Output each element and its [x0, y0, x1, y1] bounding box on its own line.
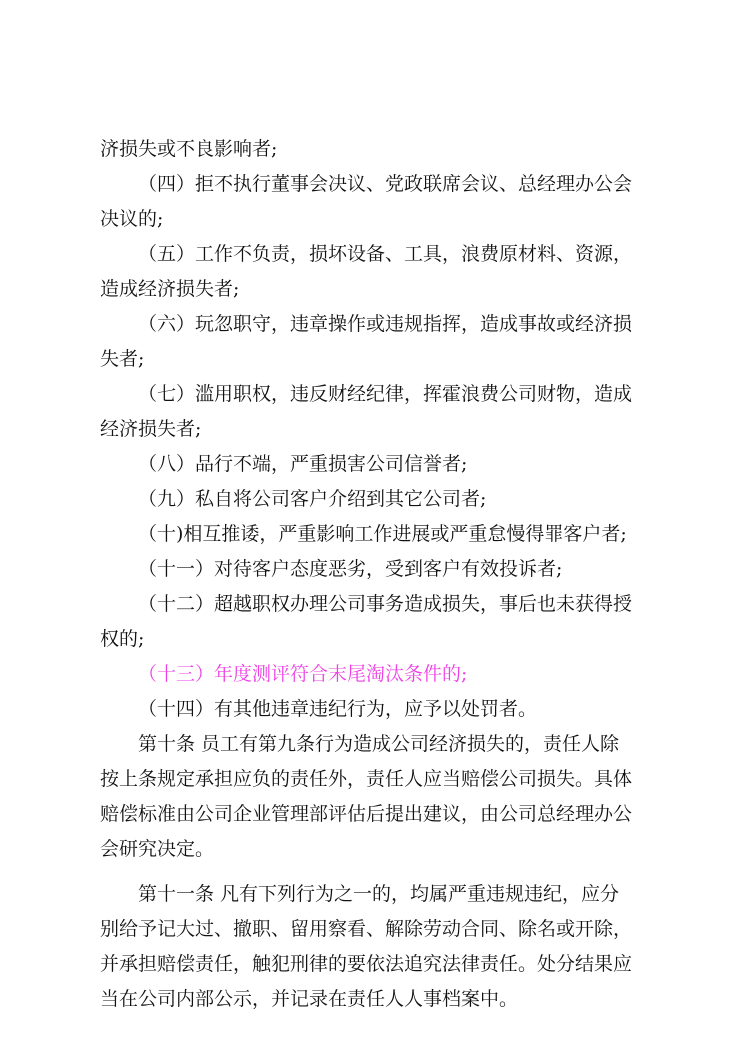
text-line: 别给予记大过、撤职、留用察看、解除劳动合同、除名或开除，: [100, 918, 633, 940]
text-line: （七）滥用职权，违反财经纪律，挥霍浪费公司财物，造成: [138, 383, 633, 405]
text-line: 权的;: [100, 628, 145, 650]
text-line: （九）私自将公司客户介绍到其它公司者;: [138, 488, 487, 510]
text-line: 失者;: [100, 348, 145, 370]
text-line: 当在公司内部公示，并记录在责任人人事档案中。: [100, 988, 519, 1010]
text-line: 会研究决定。: [100, 838, 215, 860]
text-line: （八）品行不端，严重损害公司信誉者;: [138, 453, 468, 475]
text-line: （十二）超越职权办理公司事务造成损失，事后也未获得授: [138, 593, 633, 615]
text-line: 济损失或不良影响者;: [100, 138, 278, 160]
text-line: 经济损失者;: [100, 418, 202, 440]
text-line: 赔偿标准由公司企业管理部评估后提出建议，由公司总经理办公: [100, 803, 633, 825]
text-line: （十四）有其他违章违纪行为，应予以处罚者。: [138, 698, 538, 720]
text-line: 决议的;: [100, 208, 164, 230]
text-line: （四）拒不执行董事会决议、党政联席会议、总经理办公会: [138, 173, 633, 195]
text-line: （十一）对待客户态度恶劣，受到客户有效投诉者;: [138, 558, 563, 580]
text-line: （五）工作不负责，损坏设备、工具，浪费原材料、资源，: [138, 243, 633, 265]
text-line: （十)相互推诿，严重影响工作进展或严重怠慢得罪客户者;: [138, 523, 627, 545]
text-line: 按上条规定承担应负的责任外，责任人应当赔偿公司损失。具体: [100, 768, 633, 790]
text-line: （六）玩忽职守，违章操作或违规指挥，造成事故或经济损: [138, 313, 633, 335]
text-line: 第十一条 凡有下列行为之一的，均属严重违规违纪，应分: [138, 883, 620, 905]
text-line: 并承担赔偿责任，触犯刑律的要依法追究法律责任。处分结果应: [100, 953, 633, 975]
document-body: [100, 132, 652, 1017]
text-line: 造成经济损失者;: [100, 278, 240, 300]
text-line: 第十条 员工有第九条行为造成公司经济损失的，责任人除: [138, 733, 620, 755]
highlighted-text-line: （十三）年度测评符合末尾淘汰条件的;: [138, 663, 468, 685]
